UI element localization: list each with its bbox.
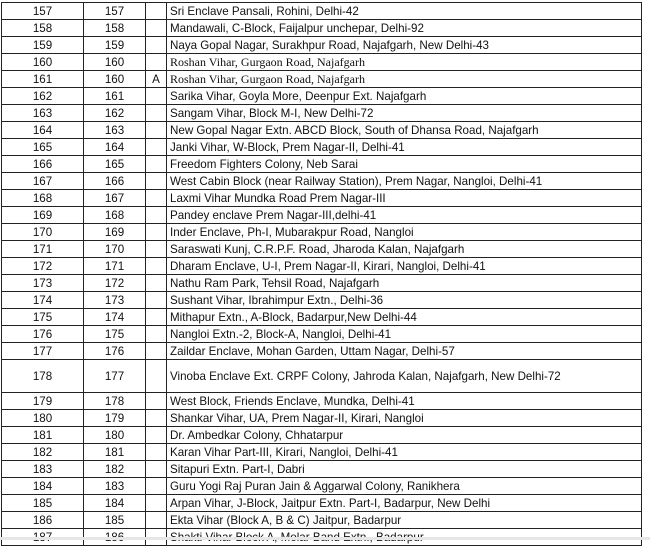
suffix-cell [146,360,167,393]
sub-number-cell: 169 [84,224,146,241]
locality-cell: Inder Enclave, Ph-I, Mubarakpur Road, Nangloi [167,224,642,241]
suffix-cell [146,122,167,139]
serial-number-cell: 171 [2,241,84,258]
locality-cell: Ekta Vihar (Block A, B & C) Jaitpur, Badarpur [167,512,642,529]
serial-number-cell: 178 [2,360,84,393]
serial-number-cell: 176 [2,326,84,343]
serial-number-cell: 160 [2,54,84,71]
suffix-cell [146,88,167,105]
table-row [2,292,642,309]
suffix-cell [146,190,167,207]
table-row [2,512,642,529]
suffix-cell [146,207,167,224]
serial-number-cell: 159 [2,37,84,54]
locality-cell: Nathu Ram Park, Tehsil Road, Najafgarh [167,275,642,292]
suffix-cell [146,512,167,529]
serial-number-cell: 180 [2,410,84,427]
sub-number-cell: 160 [84,71,146,88]
sub-number-cell: 157 [84,3,146,20]
suffix-cell [146,156,167,173]
suffix-cell [146,343,167,360]
locality-cell: Laxmi Vihar Mundka Road Prem Nagar-III [167,190,642,207]
locality-cell: Sangam Vihar, Block M-I, New Delhi-72 [167,105,642,122]
sub-number-cell: 166 [84,173,146,190]
table-row [2,207,642,224]
sub-number-cell: 182 [84,461,146,478]
locality-cell: Sitapuri Extn. Part-I, Dabri [167,461,642,478]
suffix-cell [146,309,167,326]
suffix-cell: A [146,71,167,88]
table-row [2,343,642,360]
suffix-cell [146,3,167,20]
locality-cell: Karan Vihar Part-III, Kirari, Nangloi, Delhi-41 [167,444,642,461]
serial-number-cell: 168 [2,190,84,207]
serial-number-cell: 173 [2,275,84,292]
locality-cell: Janki Vihar, W-Block, Prem Nagar-II, Delhi-41 [167,139,642,156]
serial-number-cell: 182 [2,444,84,461]
serial-number-cell: 174 [2,292,84,309]
table-row [2,88,642,105]
table-row [2,360,642,393]
suffix-cell [146,478,167,495]
table-row [2,54,642,71]
suffix-cell [146,275,167,292]
sub-number-cell: 179 [84,410,146,427]
table-row [2,71,642,88]
serial-number-cell: 163 [2,105,84,122]
sub-number-cell: 177 [84,360,146,393]
suffix-cell [146,241,167,258]
locality-cell: Mandawali, C-Block, Faijalpur unchepar, Delhi-92 [167,20,642,37]
serial-number-cell: 162 [2,88,84,105]
table-row [2,105,642,122]
colony-list-table [1,2,642,546]
locality-cell: Sushant Vihar, Ibrahimpur Extn., Delhi-36 [167,292,642,309]
serial-number-cell: 177 [2,343,84,360]
suffix-cell [146,105,167,122]
sub-number-cell: 181 [84,444,146,461]
serial-number-cell: 169 [2,207,84,224]
table-row [2,393,642,410]
locality-cell: Shankar Vihar, UA, Prem Nagar-II, Kirari, Nangloi [167,410,642,427]
locality-cell: New Gopal Nagar Extn. ABCD Block, South of Dhansa Road, Najafgarh [167,122,642,139]
sub-number-cell: 176 [84,343,146,360]
sub-number-cell: 184 [84,495,146,512]
table-row [2,3,642,20]
suffix-cell [146,20,167,37]
sub-number-cell: 173 [84,292,146,309]
table-row [2,478,642,495]
sub-number-cell: 183 [84,478,146,495]
serial-number-cell: 181 [2,427,84,444]
suffix-cell [146,410,167,427]
sub-number-cell: 162 [84,105,146,122]
locality-cell: Naya Gopal Nagar, Surakhpur Road, Najafgarh, New Delhi-43 [167,37,642,54]
locality-cell: Dr. Ambedkar Colony, Chhatarpur [167,427,642,444]
table-row [2,326,642,343]
table-row [2,173,642,190]
sub-number-cell: 180 [84,427,146,444]
suffix-cell [146,258,167,275]
suffix-cell [146,495,167,512]
suffix-cell [146,173,167,190]
locality-cell: Freedom Fighters Colony, Neb Sarai [167,156,642,173]
sub-number-cell: 159 [84,37,146,54]
locality-cell: Roshan Vihar, Gurgaon Road, Najafgarh [167,71,642,88]
table-row [2,139,642,156]
suffix-cell [146,326,167,343]
sub-number-cell: 163 [84,122,146,139]
sub-number-cell: 165 [84,156,146,173]
sub-number-cell: 170 [84,241,146,258]
suffix-cell [146,427,167,444]
serial-number-cell: 186 [2,512,84,529]
table-row [2,444,642,461]
locality-cell: Saraswati Kunj, C.R.P.F. Road, Jharoda Kalan, Najafgarh [167,241,642,258]
suffix-cell [146,139,167,156]
locality-cell: Sri Enclave Pansali, Rohini, Delhi-42 [167,3,642,20]
table-row [2,427,642,444]
table-row [2,241,642,258]
sub-number-cell: 171 [84,258,146,275]
serial-number-cell: 161 [2,71,84,88]
sub-number-cell: 168 [84,207,146,224]
sub-number-cell: 172 [84,275,146,292]
serial-number-cell: 157 [2,3,84,20]
locality-cell: West Cabin Block (near Railway Station), Prem Nagar, Nangloi, Delhi-41 [167,173,642,190]
locality-cell: Zaildar Enclave, Mohan Garden, Uttam Nagar, Delhi-57 [167,343,642,360]
sub-number-cell: 160 [84,54,146,71]
serial-number-cell: 172 [2,258,84,275]
locality-cell: Mithapur Extn., A-Block, Badarpur,New Delhi-44 [167,309,642,326]
sub-number-cell: 178 [84,393,146,410]
serial-number-cell: 166 [2,156,84,173]
table-row [2,20,642,37]
suffix-cell [146,393,167,410]
sub-number-cell: 185 [84,512,146,529]
serial-number-cell: 185 [2,495,84,512]
locality-cell: Guru Yogi Raj Puran Jain & Aggarwal Colony, Ranikhera [167,478,642,495]
sub-number-cell: 167 [84,190,146,207]
table-row [2,122,642,139]
serial-number-cell: 164 [2,122,84,139]
serial-number-cell: 167 [2,173,84,190]
locality-cell: Vinoba Enclave Ext. CRPF Colony, Jahroda Kalan, Najafgarh, New Delhi-72 [167,360,642,393]
suffix-cell [146,224,167,241]
serial-number-cell: 184 [2,478,84,495]
serial-number-cell: 170 [2,224,84,241]
sub-number-cell: 164 [84,139,146,156]
locality-cell: Arpan Vihar, J-Block, Jaitpur Extn. Part-I, Badarpur, New Delhi [167,495,642,512]
locality-cell: West Block, Friends Enclave, Mundka, Delhi-41 [167,393,642,410]
locality-cell: Pandey enclave Prem Nagar-III,delhi-41 [167,207,642,224]
table-row [2,275,642,292]
table-body [2,3,642,546]
serial-number-cell: 175 [2,309,84,326]
sub-number-cell: 158 [84,20,146,37]
table-row [2,156,642,173]
table-row [2,190,642,207]
table-row [2,37,642,54]
table-row [2,224,642,241]
serial-number-cell: 158 [2,20,84,37]
suffix-cell [146,292,167,309]
sub-number-cell: 174 [84,309,146,326]
table-row [2,258,642,275]
suffix-cell [146,54,167,71]
serial-number-cell: 165 [2,139,84,156]
suffix-cell [146,37,167,54]
serial-number-cell: 183 [2,461,84,478]
locality-cell: Roshan Vihar, Gurgaon Road, Najafgarh [167,54,642,71]
serial-number-cell: 179 [2,393,84,410]
table-row [2,461,642,478]
table-row [2,309,642,326]
locality-cell: Dharam Enclave, U-I, Prem Nagar-II, Kirari, Nangloi, Delhi-41 [167,258,642,275]
table-row [2,410,642,427]
locality-cell: Nangloi Extn.-2, Block-A, Nangloi, Delhi-41 [167,326,642,343]
locality-cell: Sarika Vihar, Goyla More, Deenpur Ext. Najafgarh [167,88,642,105]
sub-number-cell: 175 [84,326,146,343]
sub-number-cell: 161 [84,88,146,105]
table-row [2,495,642,512]
suffix-cell [146,461,167,478]
suffix-cell [146,444,167,461]
